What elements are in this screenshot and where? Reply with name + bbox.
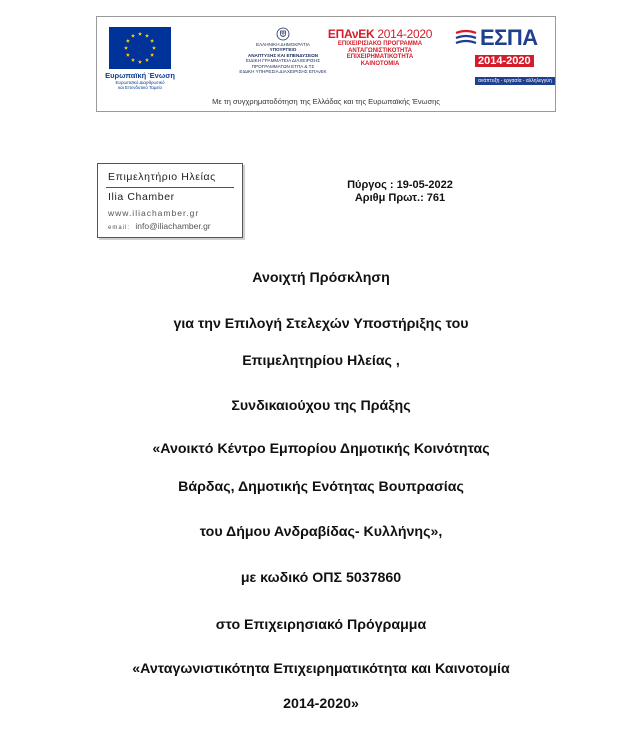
espa-flag-mark-icon: [455, 27, 477, 49]
body-line-5: «Ανοικτό Κέντρο Εμπορίου Δημοτικής Κοινότητας: [152, 441, 490, 457]
chamber-email-label: email:: [108, 225, 131, 231]
epanek-line-2: ΑΝΤΑΓΩΝΙΣΤΙΚΟΤΗΤΑ: [348, 47, 412, 54]
chamber-website: www.iliachamber.gr: [108, 208, 200, 218]
body-line-3: Επιμελητηρίου Ηλείας ,: [242, 353, 400, 369]
greek-emblem-icon: [276, 27, 290, 41]
ministry-line-5: ΠΡΟΓΡΑΜΜΑΤΩΝ ΕΤΠΑ & ΤΣ: [251, 63, 315, 69]
epanek-line-1: ΕΠΙΧΕΙΡΙΣΙΑΚΟ ΠΡΟΓΡΑΜΜΑ: [337, 41, 423, 47]
epanek-years: 2014-2020: [377, 27, 433, 41]
body-line-1: Ανοιχτή Πρόσκληση: [252, 270, 390, 286]
epanek-line-4: ΚΑΙΝΟΤΟΜΙΑ: [360, 60, 400, 67]
banner-caption: Με τη συγχρηματοδότηση της Ελλάδας και της Ευρωπαϊκής Ένωσης: [212, 97, 440, 106]
espa-title: ΕΣΠΑ: [480, 25, 538, 50]
body-line-7: του Δήμου Ανδραβίδας- Κυλλήνης»,: [199, 524, 443, 540]
epanek-title: [315, 27, 445, 41]
eu-flag-icon: [109, 27, 171, 69]
ministry-line-3: ΑΝΑΠΤΥΞΗΣ ΚΑΙ ΕΠΕΝΔΥΣΕΩΝ: [247, 52, 319, 58]
chamber-name-greek: Επιμελητήριο Ηλείας: [108, 171, 216, 183]
eu-name: Ευρωπαϊκή Ένωση: [105, 71, 175, 80]
chamber-email: info@iliachamber.gr: [135, 221, 211, 231]
body-line-9: στο Επιχειρησιακό Πρόγραμμα: [215, 617, 427, 633]
body-line-8: με κωδικό ΟΠΣ 5037860: [240, 570, 402, 586]
body-line-2: για την Επιλογή Στελεχών Υποστήριξης του: [173, 316, 469, 332]
espa-logo: [455, 25, 551, 87]
eu-logo: [105, 27, 175, 90]
body-line-11: 2014-2020»: [283, 696, 359, 712]
body-line-4: Συνδικαιούχου της Πράξης: [231, 398, 411, 414]
place-date: Πύργος : 19-05-2022: [347, 179, 453, 191]
body-line-10: «Ανταγωνιστικότητα Επιχειρηματικότητα και Καινοτομία: [132, 661, 510, 677]
epanek-name: ΕΠΑνΕΚ: [327, 27, 375, 41]
ministry-line-4: ΕΙΔΙΚΗ ΓΡΑΜΜΑΤΕΙΑ ΔΙΑΧΕΙΡΙΣΗΣ: [245, 58, 321, 64]
chamber-email-line: [108, 221, 211, 231]
eu-fund-line-1: Ευρωπαϊκό Διαρθρωτικό: [115, 80, 165, 85]
cofinancing-banner: [96, 16, 556, 112]
espa-tagline: ανάπτυξη - εργασία - αλληλεγγύη: [475, 77, 555, 85]
body-line-6: Βάρδας, Δημοτικής Ενότητας Βουπρασίας: [178, 479, 464, 495]
ministry-line-2: ΥΠΟΥΡΓΕΙΟ: [269, 47, 297, 53]
ministry-line-1: ΕΛΛΗΝΙΚΗ ΔΗΜΟΚΡΑΤΙΑ: [256, 42, 310, 47]
eu-fund-line-2: και Επενδυτικό Ταμείο: [118, 85, 162, 90]
protocol-number: Αριθμ Πρωτ.: 761: [354, 192, 446, 204]
chamber-divider: [106, 187, 234, 188]
epanek-logo: [315, 27, 445, 67]
ministry-line-6: ΕΙΔΙΚΗ ΥΠΗΡΕΣΙΑ ΔΙΑΧΕΙΡΙΣΗΣ ΕΠΑνΕΚ: [239, 69, 327, 75]
chamber-logo: [97, 163, 243, 238]
epanek-line-3: ΕΠΙΧΕΙΡΗΜΑΤΙΚΟΤΗΤΑ: [346, 54, 414, 61]
chamber-name-english: Ilia Chamber: [108, 191, 175, 203]
espa-years: 2014-2020: [475, 55, 534, 67]
